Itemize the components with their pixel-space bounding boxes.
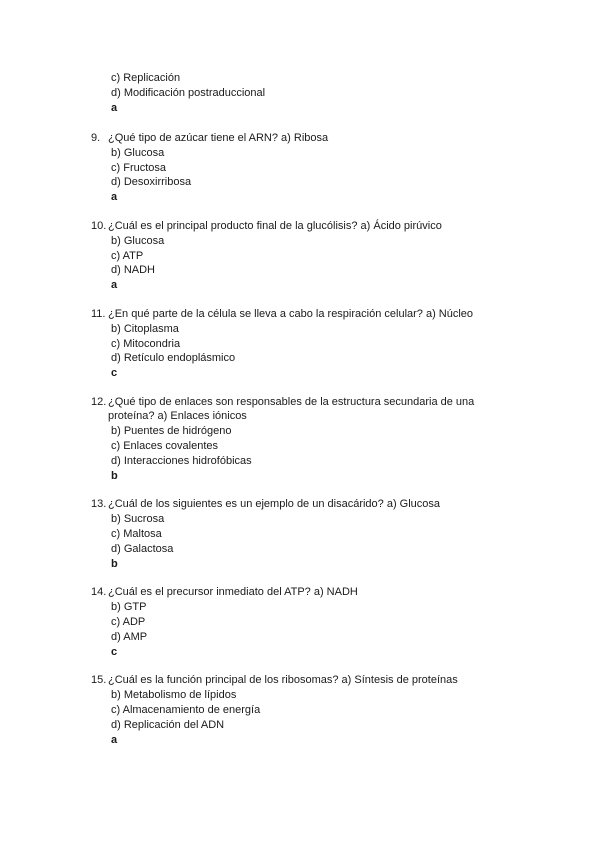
option-b: b) Citoplasma	[111, 323, 179, 335]
option-d: d) Desoxirribosa	[111, 176, 192, 188]
answer: a	[111, 102, 118, 114]
question-text: ¿Cuál es el principal producto final de la glucólisis? a) Ácido pirúvico	[108, 220, 442, 232]
question-number: 13.	[91, 498, 107, 510]
question-number: 9.	[91, 132, 101, 144]
option-b: b) GTP	[111, 601, 147, 613]
question-number: 14.	[91, 586, 107, 598]
question-text: ¿Qué tipo de enlaces son responsables de la estructura secundaria de una	[108, 396, 475, 408]
option-c: c) Maltosa	[111, 528, 162, 540]
option-c: c) ADP	[111, 616, 146, 628]
answer: c	[111, 646, 118, 658]
question-text: ¿Cuál es la función principal de los ribosomas? a) Síntesis de proteínas	[108, 674, 458, 686]
option-d: d) Galactosa	[111, 543, 174, 555]
answer: b	[111, 470, 118, 482]
option-d: d) AMP	[111, 631, 148, 643]
question-number: 10.	[91, 220, 107, 232]
option-d: d) NADH	[111, 264, 156, 276]
option-b: b) Glucosa	[111, 147, 165, 159]
question-number: 15.	[91, 674, 107, 686]
option-c: c) Almacenamiento de energía	[111, 704, 261, 716]
answer: a	[111, 191, 118, 203]
question-text-continued: proteína? a) Enlaces iónicos	[108, 410, 247, 422]
question-text: ¿Qué tipo de azúcar tiene el ARN? a) Ribosa	[108, 132, 329, 144]
question-number: 11.	[91, 308, 106, 320]
option-c: c) Mitocondria	[111, 338, 181, 350]
option-c: c) Fructosa	[111, 162, 167, 174]
option-b: b) Glucosa	[111, 235, 165, 247]
option-c: c) Replicación	[111, 72, 181, 84]
option-c: c) ATP	[111, 250, 144, 262]
answer: a	[111, 279, 118, 291]
option-d: d) Retículo endoplásmico	[111, 352, 236, 364]
answer: b	[111, 558, 118, 570]
option-b: b) Sucrosa	[111, 513, 165, 525]
option-c: c) Enlaces covalentes	[111, 440, 218, 452]
question-text: ¿Cuál es el precursor inmediato del ATP? a) NADH	[108, 586, 358, 598]
question-text: ¿En qué parte de la célula se lleva a cabo la respiración celular? a) Núcleo	[108, 308, 474, 320]
answer: a	[111, 734, 118, 746]
option-b: b) Puentes de hidrógeno	[111, 425, 232, 437]
option-d: d) Modificación postraduccional	[111, 87, 266, 99]
question-text: ¿Cuál de los siguientes es un ejemplo de un disacárido? a) Glucosa	[108, 498, 441, 510]
option-d: d) Interacciones hidrofóbicas	[111, 455, 252, 467]
option-d: d) Replicación del ADN	[111, 719, 225, 731]
question-number: 12.	[91, 396, 107, 408]
answer: c	[111, 367, 118, 379]
option-b: b) Metabolismo de lípidos	[111, 689, 237, 701]
